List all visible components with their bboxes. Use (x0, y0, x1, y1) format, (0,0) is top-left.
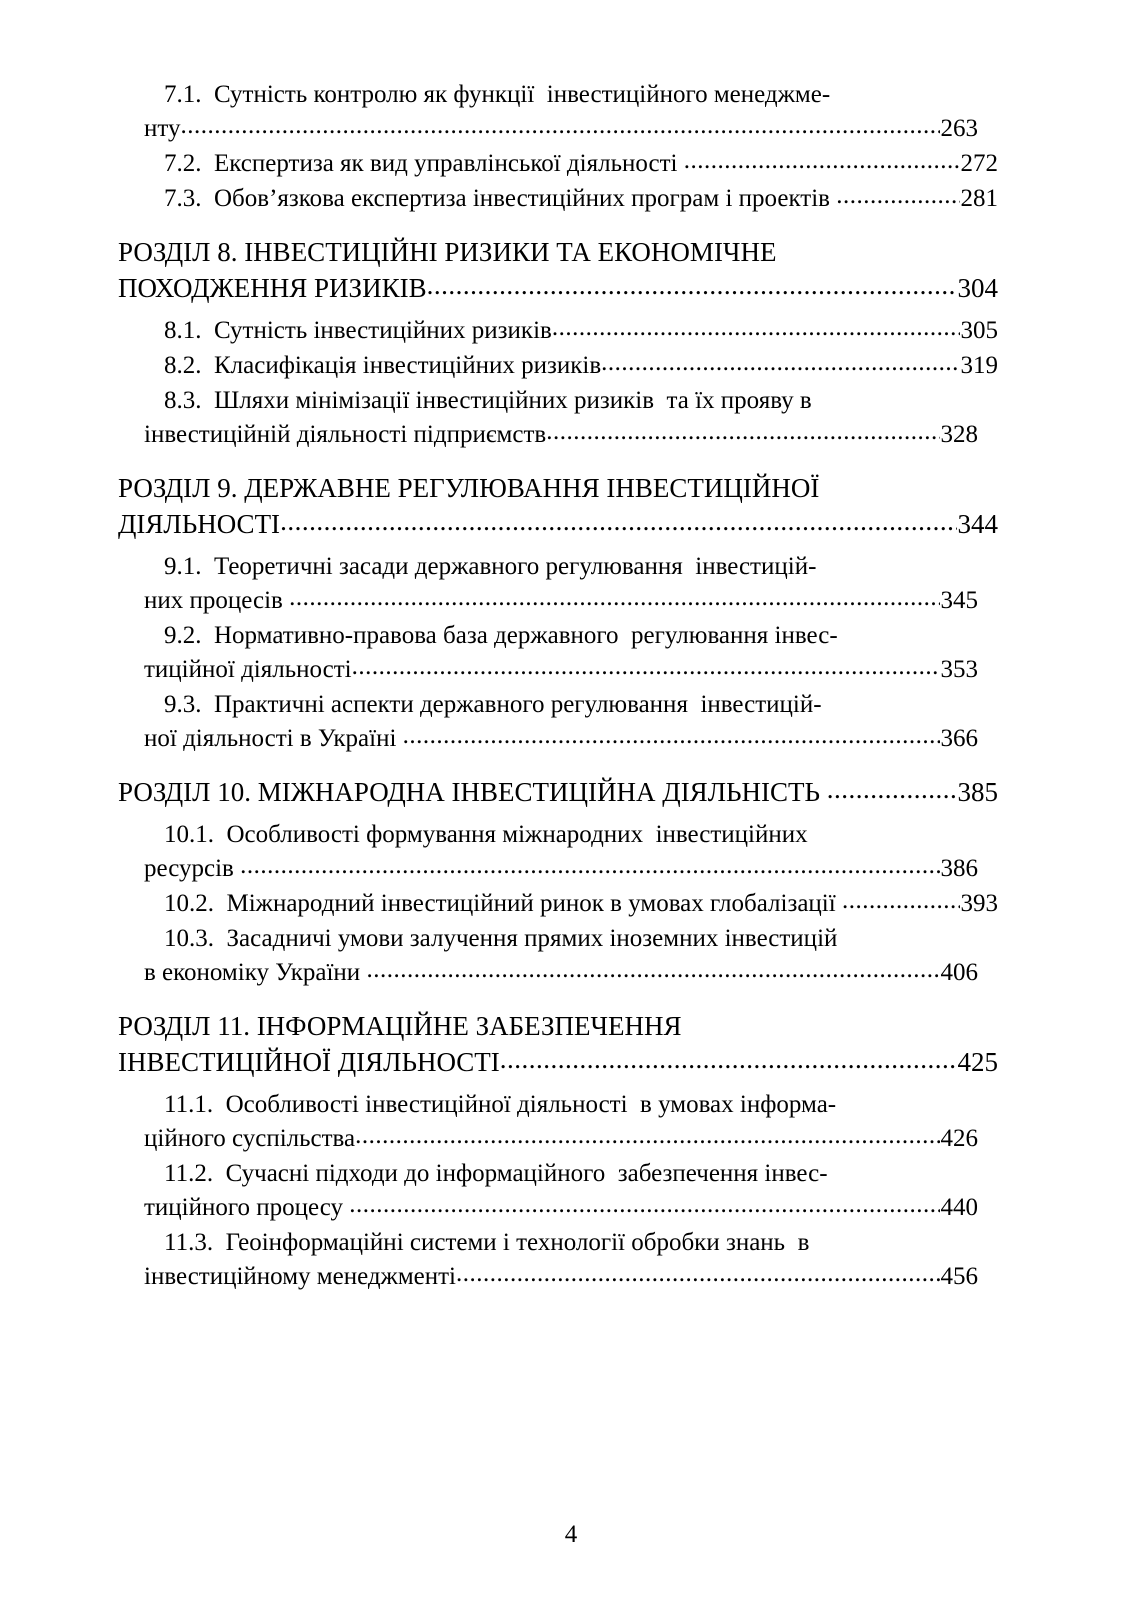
table-of-contents (118, 78, 998, 1295)
toc-entry[interactable] (118, 1008, 998, 1080)
toc-entry-lastline (144, 1260, 978, 1294)
toc-entry-title: ної діяльності в Україні (144, 725, 403, 752)
toc-entry-title: тиційної діяльності (144, 656, 352, 683)
toc-entry-page-number: 425 (957, 1047, 998, 1077)
toc-dot-leader (355, 1119, 939, 1153)
toc-dot-leader (827, 771, 957, 807)
toc-entry-lastline (144, 418, 978, 452)
toc-entry-line: 9.3. Практичні аспекти державного регулювання інвестицій- (164, 691, 822, 718)
toc-entry-title: ційного суспільства (144, 1125, 356, 1152)
toc-entry-title: нту (144, 115, 181, 142)
toc-entry[interactable] (144, 922, 998, 990)
toc-dot-leader (280, 503, 956, 539)
toc-entry-lastline (164, 182, 998, 216)
toc-dot-leader (601, 346, 959, 380)
toc-entry-title: тиційного процесу (144, 1194, 350, 1221)
toc-dot-leader (349, 1188, 939, 1222)
toc-entry-line: 11.2. Сучасні підходи до інформаційного забезпечення інвес- (164, 1160, 828, 1187)
toc-entry-title: в економіку України (144, 959, 367, 986)
toc-entry-line: РОЗДІЛ 8. ІНВЕСТИЦІЙНІ РИЗИКИ ТА ЕКОНОМІЧНЕ (118, 237, 777, 267)
toc-entry-page-number: 281 (960, 185, 998, 212)
toc-entry-page-number: 426 (940, 1125, 978, 1152)
toc-entry-line: РОЗДІЛ 9. ДЕРЖАВНЕ РЕГУЛЮВАННЯ ІНВЕСТИЦІЙНОЇ (118, 473, 820, 503)
toc-entry-page-number: 319 (960, 352, 998, 379)
toc-entry[interactable] (144, 1088, 998, 1156)
toc-entry[interactable] (164, 147, 998, 181)
toc-entry[interactable] (164, 887, 998, 921)
toc-entry-line: 10.3. Засадничі умови залучення прямих іноземних інвестицій (164, 925, 838, 952)
toc-entry[interactable] (144, 384, 998, 452)
toc-entry-title: 8.2. Класифікація інвестиційних ризиків (164, 352, 602, 379)
toc-entry-lastline (144, 584, 978, 618)
toc-dot-leader (684, 144, 960, 178)
toc-entry-line: 11.3. Геоінформаційні системи і технології обробки знань в (164, 1229, 810, 1256)
toc-entry-line: 11.1. Особливості інвестиційної діяльності в умовах інформа- (164, 1091, 837, 1118)
toc-entry-line: 9.2. Нормативно-правова база державного регулювання інвес- (164, 622, 838, 649)
toc-dot-leader (842, 884, 960, 918)
toc-entry[interactable] (144, 550, 998, 618)
toc-entry-line: 10.1. Особливості формування міжнародних інвестиційних (164, 821, 808, 848)
toc-entry-title: ДІЯЛЬНОСТІ (118, 509, 281, 539)
toc-dot-leader (180, 109, 939, 143)
toc-entry-lastline (144, 112, 978, 146)
toc-entry-lastline (118, 270, 998, 306)
toc-entry-page-number: 406 (940, 959, 978, 986)
toc-entry-lastline (164, 314, 998, 348)
toc-entry[interactable] (144, 619, 998, 687)
toc-entry[interactable] (144, 688, 998, 756)
toc-entry[interactable] (164, 182, 998, 216)
toc-entry-page-number: 353 (940, 656, 978, 683)
toc-entry-line: 7.1. Сутність контролю як функції інвестиційного менеджме- (164, 81, 831, 108)
toc-dot-leader (546, 415, 939, 449)
toc-dot-leader (403, 719, 940, 753)
toc-dot-leader (427, 267, 957, 303)
toc-entry-page-number: 344 (957, 509, 998, 539)
toc-dot-leader (352, 650, 940, 684)
toc-dot-leader (366, 953, 939, 987)
toc-entry-lastline (144, 1122, 978, 1156)
toc-entry[interactable] (118, 774, 998, 810)
toc-entry-lastline (118, 774, 998, 810)
toc-dot-leader (240, 849, 939, 883)
toc-entry[interactable] (144, 78, 998, 146)
toc-entry-title: них процесів (144, 587, 290, 614)
toc-dot-leader (500, 1041, 957, 1077)
toc-entry-title: 8.1. Сутність інвестиційних ризиків (164, 317, 552, 344)
toc-entry-page-number: 385 (957, 777, 998, 807)
toc-entry-page-number: 345 (940, 587, 978, 614)
toc-entry-title: інвестиційному менеджменті (144, 1263, 456, 1290)
toc-entry-lastline (144, 1191, 978, 1225)
toc-dot-leader (836, 179, 959, 213)
toc-entry-lastline (144, 852, 978, 886)
toc-entry-title: РОЗДІЛ 10. МІЖНАРОДНА ІНВЕСТИЦІЙНА ДІЯЛЬНІСТЬ (118, 777, 827, 807)
toc-entry[interactable] (144, 818, 998, 886)
toc-entry-title: ПОХОДЖЕННЯ РИЗИКІВ (118, 273, 427, 303)
toc-entry-page-number: 366 (940, 725, 978, 752)
toc-entry-line: 9.1. Теоретичні засади державного регулювання інвестицій- (164, 553, 817, 580)
page-folio: 4 (564, 1521, 578, 1548)
toc-entry-line: РОЗДІЛ 11. ІНФОРМАЦІЙНЕ ЗАБЕЗПЕЧЕННЯ (118, 1011, 682, 1041)
toc-dot-leader (456, 1257, 940, 1291)
toc-entry-lastline (118, 1044, 998, 1080)
toc-entry-title: 7.3. Обов’язкова експертиза інвестиційних програм і проектів (164, 185, 837, 212)
toc-entry[interactable] (118, 470, 998, 542)
toc-entry-page-number: 393 (960, 890, 998, 917)
toc-entry[interactable] (144, 1226, 998, 1294)
toc-dot-leader (552, 311, 960, 345)
toc-entry-page-number: 304 (957, 273, 998, 303)
toc-entry-page-number: 272 (960, 150, 998, 177)
toc-entry-lastline (144, 956, 978, 990)
toc-entry-page-number: 305 (960, 317, 998, 344)
toc-entry[interactable] (164, 349, 998, 383)
toc-entry-title: ресурсів (144, 855, 241, 882)
toc-entry-lastline (144, 653, 978, 687)
toc-entry-lastline (164, 349, 998, 383)
toc-entry-lastline (164, 887, 998, 921)
toc-entry-page-number: 263 (940, 115, 978, 142)
toc-entry[interactable] (144, 1157, 998, 1225)
toc-entry-lastline (144, 722, 978, 756)
toc-entry-page-number: 456 (940, 1263, 978, 1290)
toc-entry-title: 7.2. Експертиза як вид управлінської діяльності (164, 150, 684, 177)
toc-entry-lastline (164, 147, 998, 181)
toc-entry-title: 10.2. Міжнародний інвестиційний ринок в умовах глобалізації (164, 890, 842, 917)
toc-entry[interactable] (118, 234, 998, 306)
toc-entry-line: 8.3. Шляхи мінімізації інвестиційних ризиків та їх прояву в (164, 387, 812, 414)
toc-entry-page-number: 386 (940, 855, 978, 882)
toc-entry[interactable] (164, 314, 998, 348)
toc-entry-page-number: 440 (940, 1194, 978, 1221)
toc-entry-title: інвестиційній діяльності підприємств (144, 421, 547, 448)
toc-dot-leader (289, 581, 939, 615)
toc-entry-lastline (118, 506, 998, 542)
toc-entry-page-number: 328 (940, 421, 978, 448)
toc-entry-title: ІНВЕСТИЦІЙНОЇ ДІЯЛЬНОСТІ (118, 1047, 500, 1077)
